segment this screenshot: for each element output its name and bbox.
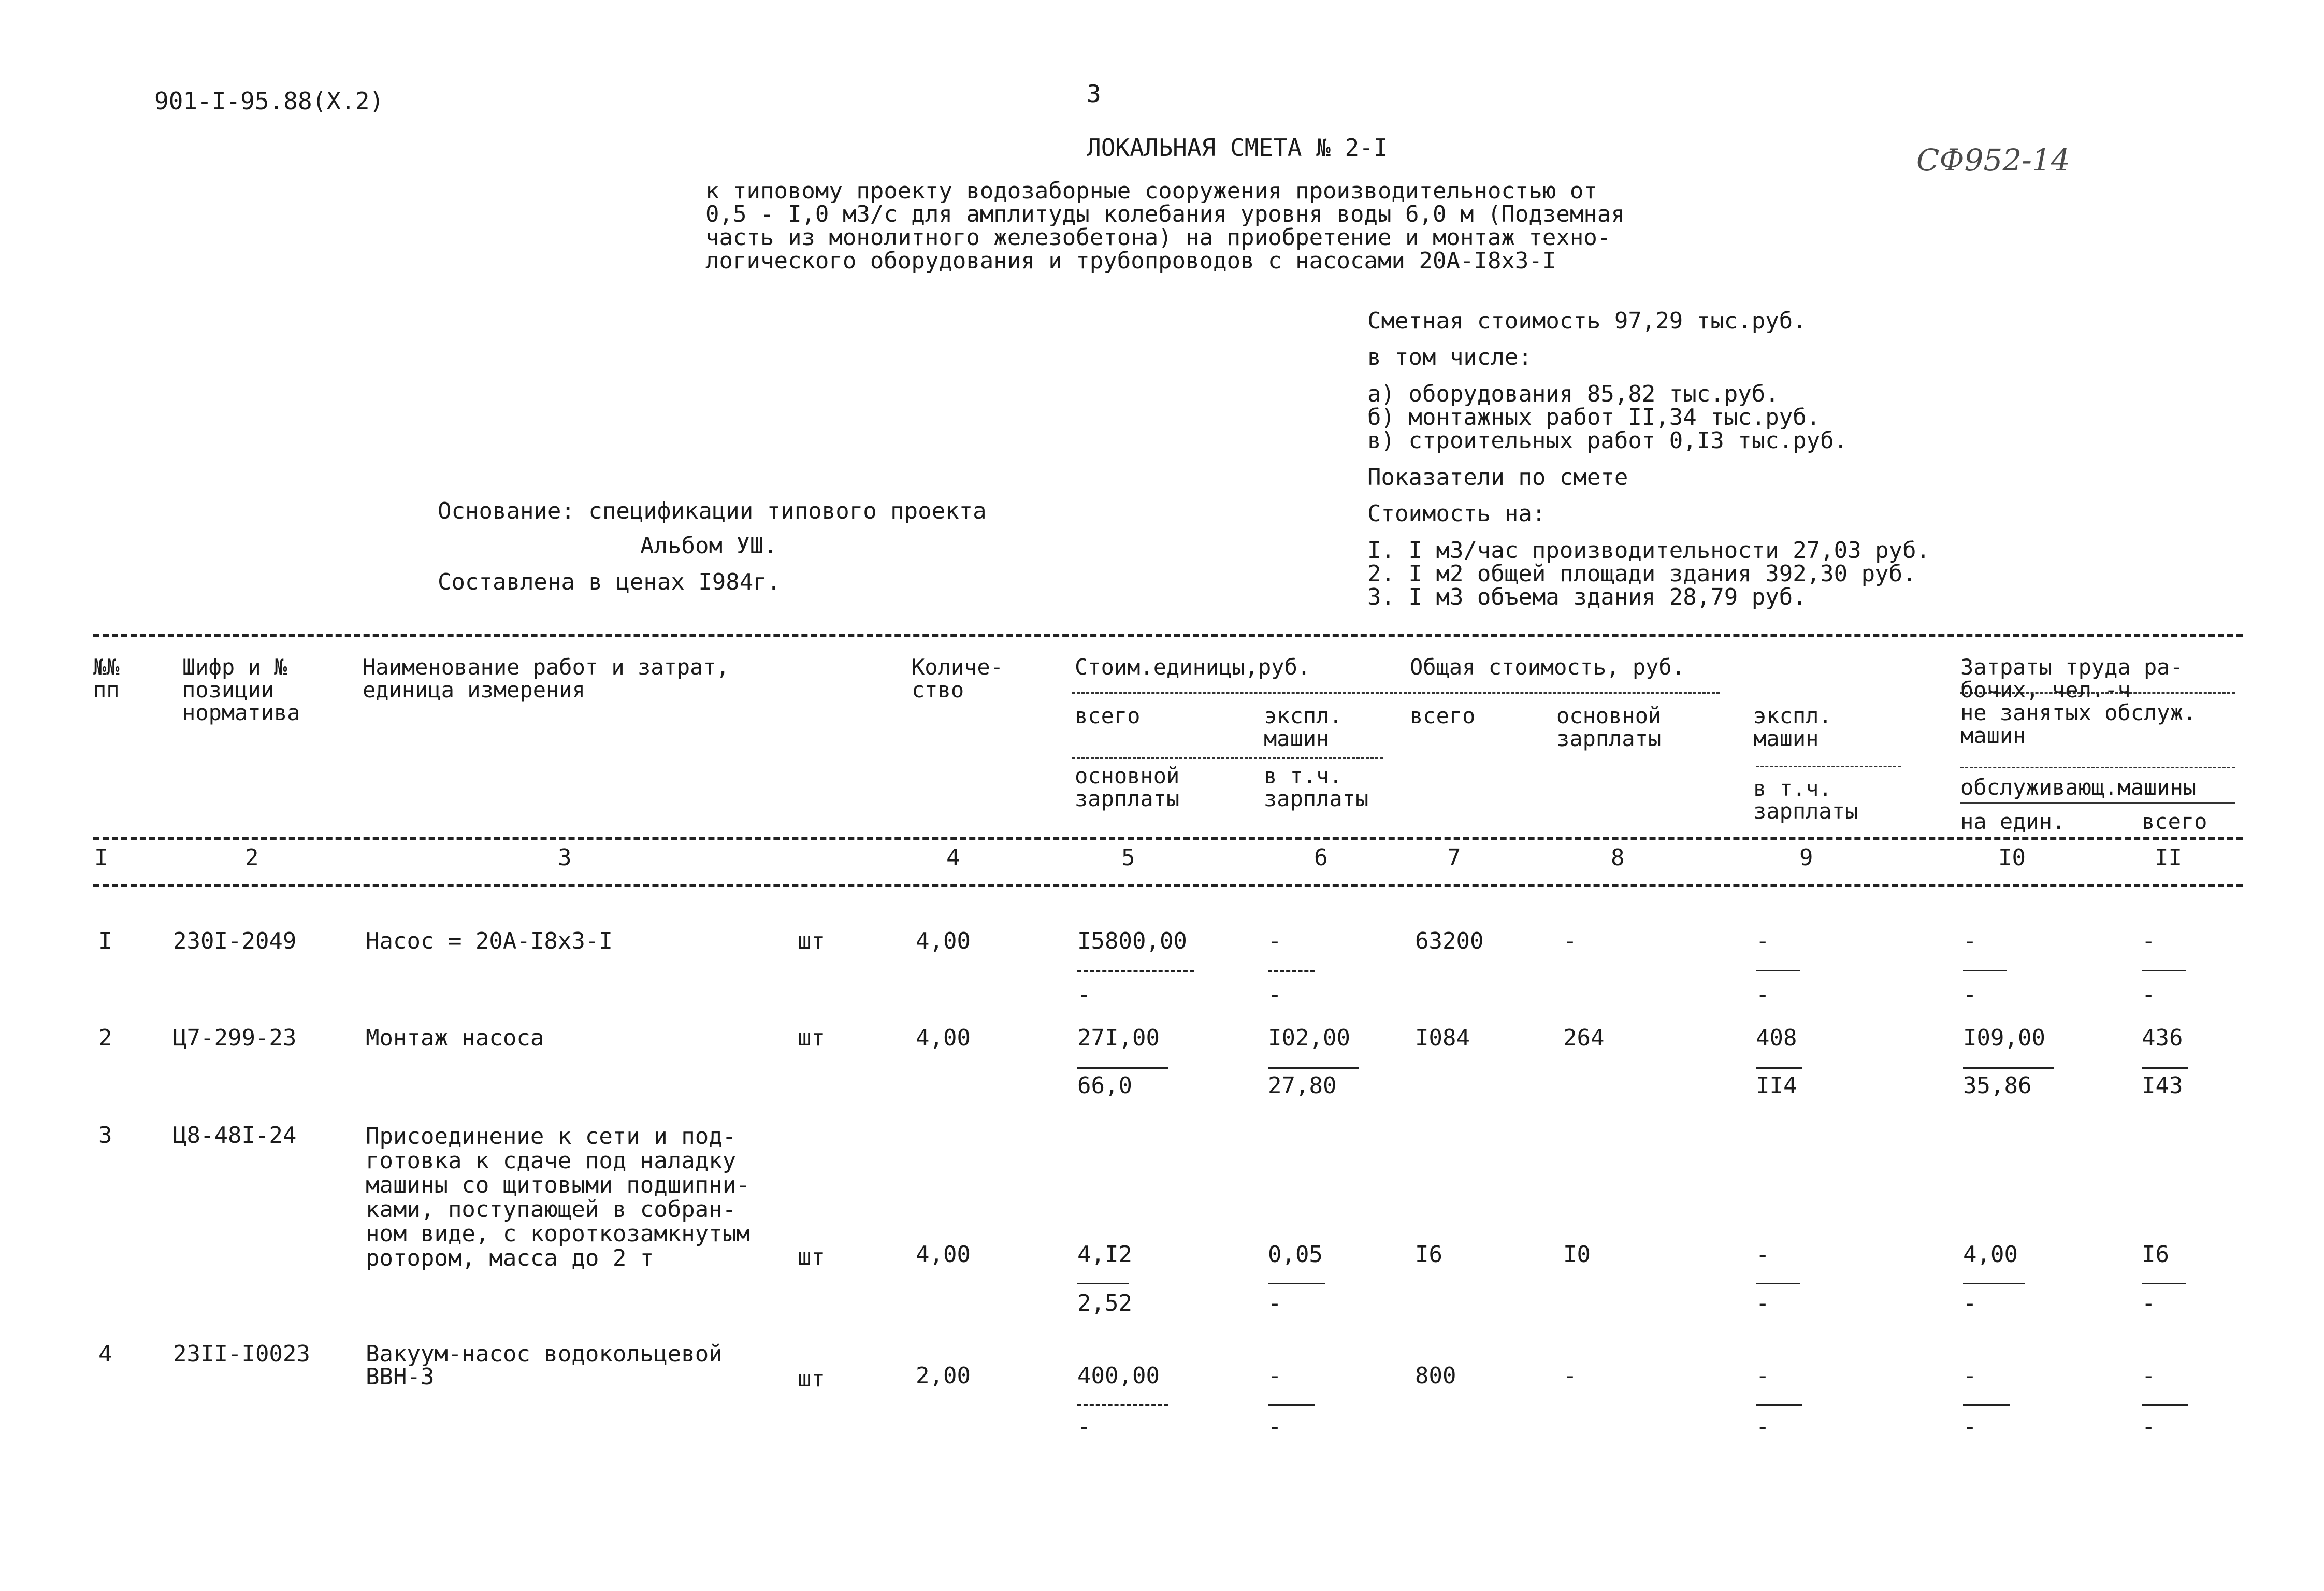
fraction-line — [1077, 1404, 1168, 1406]
unit-cost-total: 4,I2 — [1077, 1241, 1132, 1268]
cost-item: а) оборудования 85,82 тыс.руб. — [1367, 381, 1779, 407]
document-code: 901-I-95.88(X.2) — [154, 87, 384, 115]
fraction-line — [1756, 1283, 1800, 1284]
row-code: Ц8-48I-24 — [173, 1122, 297, 1149]
fraction-line — [1756, 1404, 1802, 1406]
labor-service-unit: - — [1963, 981, 1977, 1008]
column-number: 3 — [558, 844, 572, 871]
header-unit-machines: экспл. машин — [1264, 703, 1343, 751]
header-rule — [1756, 766, 1901, 767]
row-quantity: 4,00 — [916, 928, 971, 954]
fraction-line — [1268, 1067, 1359, 1069]
header-quantity: Количе- ство — [912, 654, 1004, 703]
row-name: Присоединение к сети и под- готовка к сдаче под наладку машины со щитовыми подшипни- ками, поступающей в собран- ном виде, с короткозамкнутым ротором, масса до 2 т — [366, 1123, 750, 1271]
labor-per-unit: I09,00 — [1963, 1025, 2045, 1051]
fraction-line — [1268, 1283, 1325, 1284]
header-rule — [1960, 802, 2235, 804]
row-unit: шт — [798, 1025, 825, 1051]
row-quantity: 4,00 — [916, 1025, 971, 1051]
labor-service-unit: - — [1963, 1290, 1977, 1316]
labor-service-total: - — [2142, 981, 2156, 1008]
labor-per-unit: - — [1963, 928, 1977, 954]
unit-incl-wage: 27,80 — [1268, 1072, 1337, 1099]
unit-machines: - — [1268, 928, 1282, 954]
header-unit-cost: Стоим.единицы,руб. — [1075, 654, 1311, 680]
column-number: I0 — [1998, 844, 2026, 871]
labor-total: - — [2142, 1363, 2156, 1389]
row-name: Монтаж насоса — [366, 1025, 544, 1051]
cost-item: в) строительных работ 0,I3 тыс.руб. — [1367, 427, 1848, 454]
unit-machines: 0,05 — [1268, 1241, 1323, 1268]
labor-service-total: - — [2142, 1290, 2156, 1316]
column-numbers-rule — [93, 837, 2243, 840]
subtitle-line: часть из монолитного железобетона) на приобретение и монтаж техно- — [705, 224, 1611, 251]
header-unit-incl-wage: в т.ч. зарплаты — [1264, 763, 1369, 811]
labor-per-unit: - — [1963, 1363, 1977, 1389]
unit-machines: - — [1268, 1363, 1282, 1389]
labor-per-unit: 4,00 — [1963, 1241, 2018, 1268]
cost-item: б) монтажных работ II,34 тыс.руб. — [1367, 404, 1821, 431]
fraction-line — [1963, 1404, 2010, 1406]
total-machines: 408 — [1756, 1025, 1797, 1051]
row-number: 4 — [98, 1341, 112, 1367]
unit-base-wage: 66,0 — [1077, 1072, 1132, 1099]
indicator-item: I. I м3/час производительности 27,03 руб. — [1367, 537, 1930, 564]
column-number: 6 — [1314, 844, 1328, 871]
indicator-item: 3. I м3 объема здания 28,79 руб. — [1367, 584, 1807, 610]
total-incl-wage: - — [1756, 1413, 1770, 1440]
row-unit: шт — [798, 1366, 825, 1392]
row-quantity: 2,00 — [916, 1363, 971, 1389]
fraction-line — [1268, 1404, 1315, 1406]
table-body-rule — [93, 884, 2243, 887]
total-cost: I084 — [1415, 1025, 1470, 1051]
column-number: 5 — [1121, 844, 1135, 871]
including-label: в том числе: — [1367, 344, 1532, 370]
header-labor-service: обслуживающ.машины — [1960, 775, 2197, 800]
header-unit-base-wage: основной зарплаты — [1075, 763, 1180, 811]
prices-line: Составлена в ценах I984г. — [438, 569, 781, 595]
fraction-line — [1756, 970, 1800, 971]
total-base-wage: - — [1563, 928, 1577, 954]
subtitle-line: к типовому проекту водозаборные сооружения производительностью от — [705, 178, 1597, 204]
fraction-line — [1963, 1283, 2025, 1284]
header-labor: Затраты труда ра- бочих, чел.-ч не занятых обслуж. машин — [1960, 654, 2197, 748]
total-machines: - — [1756, 1363, 1770, 1389]
total-machines: - — [1756, 1241, 1770, 1268]
column-number: 9 — [1799, 844, 1813, 871]
header-code: Шифр и № позиции норматива — [182, 654, 300, 725]
total-cost: 63200 — [1415, 928, 1484, 954]
row-number: 2 — [98, 1025, 112, 1051]
page-number: 3 — [1087, 80, 1101, 108]
header-total-all: всего — [1410, 703, 1476, 728]
labor-total: - — [2142, 928, 2156, 954]
fraction-line — [1268, 970, 1315, 972]
header-total-cost: Общая стоимость, руб. — [1410, 654, 1685, 680]
row-name: Вакуум-насос водокольцевой ВВН-3 — [366, 1341, 723, 1390]
total-cost: I6 — [1415, 1241, 1442, 1268]
column-number: I — [94, 844, 108, 871]
total-machines: - — [1756, 928, 1770, 954]
header-rule — [1960, 767, 2235, 768]
handwritten-stamp: СФ952-14 — [1916, 142, 2070, 178]
indicator-item: 2. I м2 общей площади здания 392,30 руб. — [1367, 561, 1916, 587]
header-rule — [1072, 757, 1383, 759]
fraction-line — [1077, 970, 1194, 972]
unit-incl-wage: - — [1268, 981, 1282, 1008]
header-total-incl-wage: в т.ч. зарплаты — [1753, 776, 1858, 824]
total-base-wage: 264 — [1563, 1025, 1605, 1051]
unit-cost-total: I5800,00 — [1077, 928, 1187, 954]
table-top-rule — [93, 634, 2243, 637]
fraction-line — [1077, 1283, 1129, 1284]
cost-on-label: Стоимость на: — [1367, 500, 1546, 527]
row-unit: шт — [798, 1244, 825, 1270]
indicators-title: Показатели по смете — [1367, 464, 1628, 491]
total-base-wage: - — [1563, 1363, 1577, 1389]
row-name: Насос = 20А-I8х3-I — [366, 928, 613, 954]
fraction-line — [1756, 1067, 1802, 1069]
row-code: 230I-2049 — [173, 928, 297, 954]
unit-incl-wage: - — [1268, 1290, 1282, 1316]
fraction-line — [2142, 1404, 2188, 1406]
fraction-line — [2142, 1283, 2186, 1284]
subtitle-line: логического оборудования и трубопроводов с насосами 20А-I8х3-I — [705, 248, 1556, 274]
labor-service-total: I43 — [2142, 1072, 2183, 1099]
row-number: I — [98, 928, 112, 954]
labor-total: I6 — [2142, 1241, 2169, 1268]
unit-base-wage: 2,52 — [1077, 1290, 1132, 1316]
subtitle-line: 0,5 - I,0 м3/с для амплитуды колебания уровня воды 6,0 м (Подземная — [705, 201, 1625, 227]
column-number: 4 — [946, 844, 960, 871]
total-base-wage: I0 — [1563, 1241, 1591, 1268]
header-labor-per-unit: на един. — [1960, 809, 2066, 834]
fraction-line — [2142, 1067, 2188, 1069]
unit-base-wage: - — [1077, 981, 1091, 1008]
total-incl-wage: II4 — [1756, 1072, 1797, 1099]
row-code: 23II-I0023 — [173, 1341, 310, 1367]
labor-service-unit: 35,86 — [1963, 1072, 2032, 1099]
labor-service-total: - — [2142, 1413, 2156, 1440]
total-incl-wage: - — [1756, 981, 1770, 1008]
header-name: Наименование работ и затрат, единица измерения — [363, 654, 730, 703]
fraction-line — [1963, 1067, 2054, 1069]
total-cost: 800 — [1415, 1363, 1456, 1389]
column-number: 7 — [1447, 844, 1461, 871]
unit-machines: I02,00 — [1268, 1025, 1350, 1051]
header-rule — [1072, 692, 1720, 694]
header-num: №№ пп — [93, 654, 120, 703]
unit-cost-total: 400,00 — [1077, 1363, 1160, 1389]
estimated-cost: Сметная стоимость 97,29 тыс.руб. — [1367, 308, 1807, 334]
unit-cost-total: 27I,00 — [1077, 1025, 1160, 1051]
basis-line: Основание: спецификации типового проекта — [438, 498, 987, 524]
row-quantity: 4,00 — [916, 1241, 971, 1268]
subtitle — [705, 179, 1625, 273]
fraction-line — [1963, 970, 2007, 971]
unit-incl-wage: - — [1268, 1413, 1282, 1440]
column-number: 2 — [245, 844, 259, 871]
cost-breakdown — [1367, 382, 1847, 452]
labor-service-unit: - — [1963, 1413, 1977, 1440]
unit-base-wage: - — [1077, 1413, 1091, 1440]
header-labor-total: всего — [2142, 809, 2207, 834]
header-total-base-wage: основной зарплаты — [1556, 703, 1662, 751]
header-unit-total: всего — [1075, 703, 1141, 728]
fraction-line — [2142, 970, 2186, 971]
column-number: 8 — [1611, 844, 1625, 871]
header-total-machines: экспл. машин — [1753, 703, 1832, 751]
column-number: II — [2155, 844, 2182, 871]
total-incl-wage: - — [1756, 1290, 1770, 1316]
row-number: 3 — [98, 1122, 112, 1149]
labor-total: 436 — [2142, 1025, 2183, 1051]
row-code: Ц7-299-23 — [173, 1025, 297, 1051]
indicators-list — [1367, 539, 1930, 609]
row-unit: шт — [798, 928, 825, 954]
album-line: Альбом УШ. — [640, 533, 777, 559]
document-title: ЛОКАЛЬНАЯ СМЕТА № 2-I — [1087, 134, 1388, 162]
fraction-line — [1077, 1067, 1168, 1069]
